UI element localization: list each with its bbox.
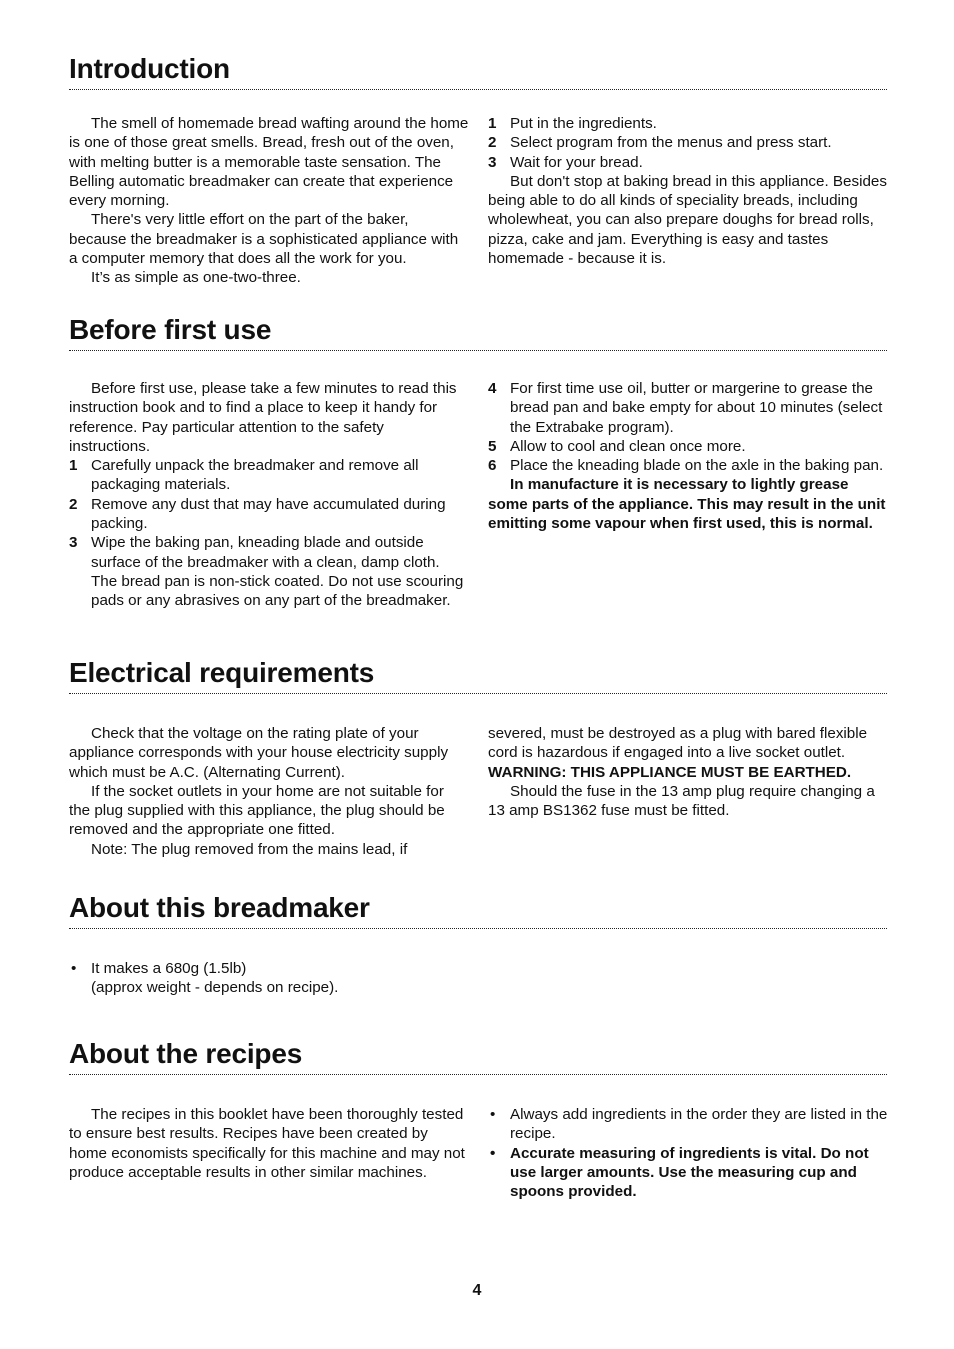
section-introduction xyxy=(69,52,887,287)
paragraph: But don't stop at baking bread in this appliance. Besides being able to do all kinds of speciality breads, including wholewheat, you can also prepare doughs for bread rolls, pizza, cake and jam. Everything is easy and tastes homemade - because it is. xyxy=(488,172,887,268)
list-text: Wait for your bread. xyxy=(510,153,643,171)
bullet-item xyxy=(488,1105,888,1144)
list-number: 1 xyxy=(69,457,78,475)
paragraph: The smell of homemade bread wafting around the home is one of those great smells. Bread, fresh out of the oven, with melting butter is a memorable taste sensation. The Belling automatic breadmaker can create that experience every morning. xyxy=(69,115,469,210)
list-number: 3 xyxy=(69,534,78,552)
list-number: 1 xyxy=(488,115,497,132)
recipes-right-column xyxy=(488,1105,888,1201)
dotted-divider xyxy=(69,89,887,90)
list-number: 5 xyxy=(488,437,497,455)
heading-introduction: Introduction xyxy=(69,53,230,84)
bullet-item xyxy=(69,959,469,998)
list-item xyxy=(488,456,888,475)
paragraph: There's very little effort on the part of the baker, because the breadmaker is a sophisticated appliance with a computer memory that does all the work for you. xyxy=(69,211,459,268)
list-item xyxy=(488,379,888,437)
heading-before-first-use: Before first use xyxy=(69,314,272,345)
list-number: 3 xyxy=(488,153,497,171)
before-left-column xyxy=(69,379,469,611)
list-item xyxy=(69,495,469,534)
bullet-text-continued: (approx weight - depends on recipe). xyxy=(91,979,339,997)
list-text: Allow to cool and clean once more. xyxy=(510,437,746,455)
breadmaker-left-column xyxy=(69,959,469,998)
list-text: Wipe the baking pan, kneading blade and outside surface of the breadmaker with a clean, damp cloth. The bread pan is non-stick coated. Do not use scouring pads or any abrasives on any part of the breadmaker. xyxy=(91,534,464,610)
dotted-divider xyxy=(69,350,887,351)
bullet-icon: • xyxy=(71,960,77,977)
list-item xyxy=(69,456,469,495)
paragraph: Should the fuse in the 13 amp plug require changing a 13 amp BS1362 fuse must be fitted. xyxy=(488,782,875,820)
paragraph: Check that the voltage on the rating plate of your appliance corresponds with your house electricity supply which must be A.C. (Alternating Current). xyxy=(69,725,449,781)
list-number: 4 xyxy=(488,380,497,397)
manufacture-note: In manufacture it is necessary to lightly grease some parts of the appliance. This may result in the unit emitting some vapour when first used, this is normal. xyxy=(488,476,886,533)
list-number: 6 xyxy=(488,457,497,475)
earthing-warning: WARNING: THIS APPLIANCE MUST BE EARTHED. xyxy=(488,763,852,781)
bullet-item xyxy=(488,1144,888,1202)
paragraph: Note: The plug removed from the mains lead, if xyxy=(91,840,408,858)
dotted-divider xyxy=(69,1074,887,1075)
list-text: Remove any dust that may have accumulated during packing. xyxy=(91,495,446,533)
list-number: 2 xyxy=(69,495,78,513)
intro-right-column xyxy=(488,114,888,268)
page-number: 4 xyxy=(472,1282,482,1299)
list-item xyxy=(69,533,469,610)
heading-electrical-requirements: Electrical requirements xyxy=(69,657,375,688)
list-item xyxy=(488,437,888,456)
recipes-left-column xyxy=(69,1105,469,1182)
list-item xyxy=(488,133,888,152)
bullet-text: Accurate measuring of ingredients is vital. Do not use larger amounts. Use the measuring cup and spoons provided. xyxy=(510,1144,869,1201)
section-about-breadmaker xyxy=(69,891,887,997)
list-text: Carefully unpack the breadmaker and remove all packaging materials. xyxy=(91,457,419,494)
electrical-left-column xyxy=(69,724,469,859)
list-number: 2 xyxy=(488,134,497,152)
section-before-first-use xyxy=(69,313,887,610)
list-item xyxy=(488,114,888,133)
list-text: Select program from the menus and press start. xyxy=(510,134,832,152)
list-text: For first time use oil, butter or margerine to grease the bread pan and bake empty for about 10 minutes (select the Extrabake program). xyxy=(510,380,883,436)
before-right-column xyxy=(488,379,888,533)
intro-left-column xyxy=(69,114,469,288)
list-text: Put in the ingredients. xyxy=(510,115,657,132)
paragraph: severed, must be destroyed as a plug with bared flexible cord is hazardous if engaged into a live socket outlet. xyxy=(488,725,868,762)
section-about-recipes xyxy=(69,1037,888,1201)
heading-about-breadmaker: About this breadmaker xyxy=(69,892,370,923)
list-item xyxy=(488,153,888,172)
bullet-icon: • xyxy=(490,1144,496,1162)
section-electrical-requirements xyxy=(69,656,887,858)
bullet-icon: • xyxy=(490,1106,496,1123)
paragraph: If the socket outlets in your home are not suitable for the plug supplied with this appliance, the plug should be removed and the appropriate one fitted. xyxy=(69,782,445,839)
paragraph: It’s as simple as one-two-three. xyxy=(91,269,301,287)
paragraph: The recipes in this booklet have been thoroughly tested to ensure best results. Recipes have been created by home economists specifically for this machine and may not produce acceptable results in other similar machines. xyxy=(69,1106,465,1181)
list-text: Place the kneading blade on the axle in the baking pan. xyxy=(510,457,884,475)
bullet-text: It makes a 680g (1.5lb) xyxy=(91,960,247,977)
electrical-right-column xyxy=(488,724,888,820)
paragraph: Before first use, please take a few minutes to read this instruction book and to find a place to keep it handy for reference. Pay particular attention to the safety instructions. xyxy=(69,380,457,455)
dotted-divider xyxy=(69,693,887,694)
heading-about-recipes: About the recipes xyxy=(69,1038,303,1069)
dotted-divider xyxy=(69,928,887,929)
bullet-text: Always add ingredients in the order they are listed in the recipe. xyxy=(510,1106,888,1143)
